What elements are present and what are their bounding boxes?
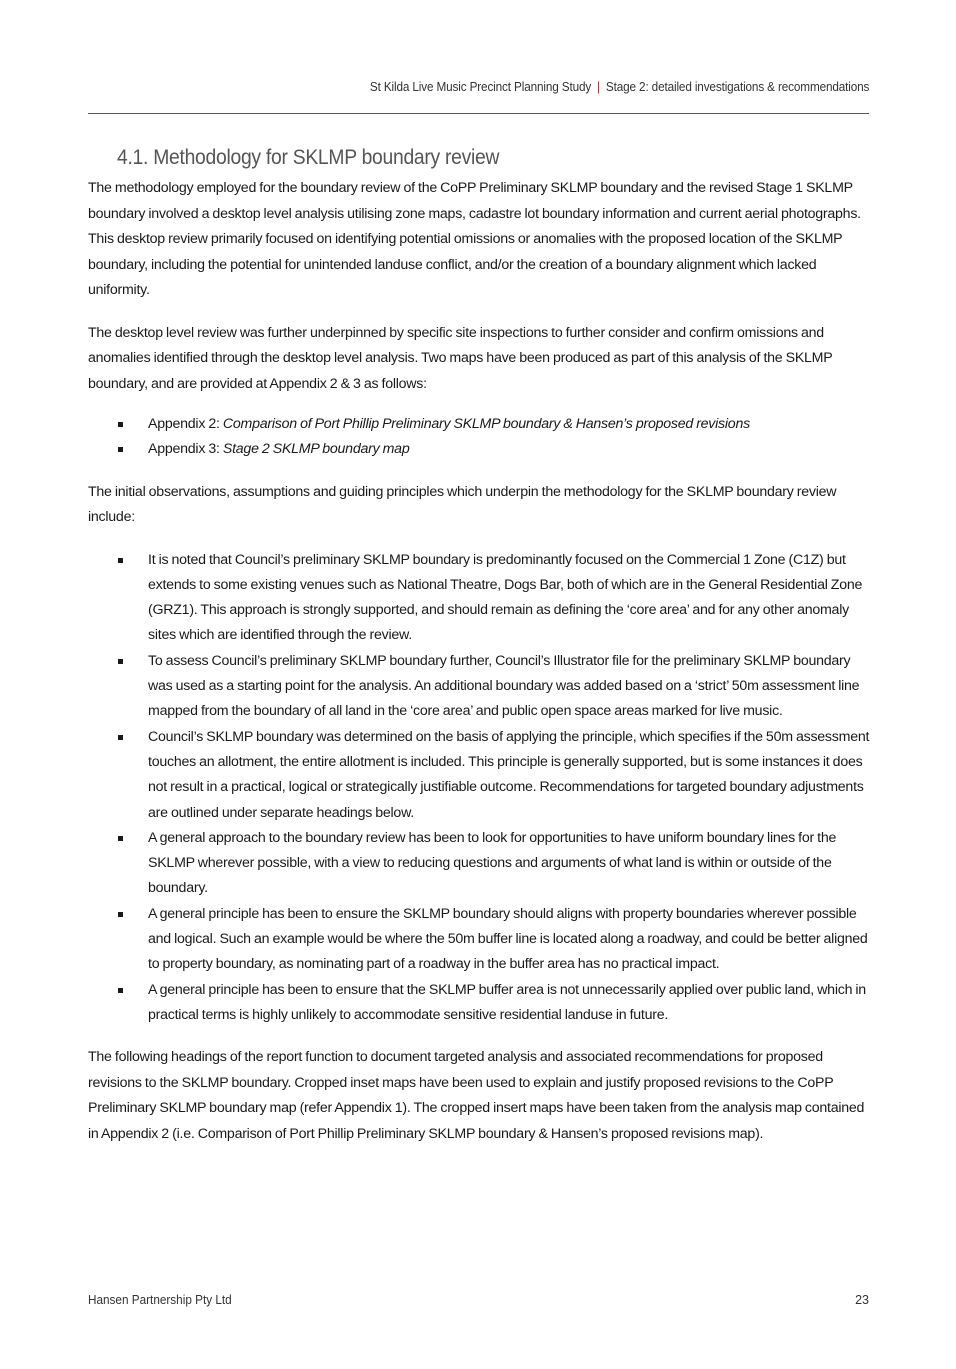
list-item bbox=[88, 412, 872, 437]
bullet-icon bbox=[118, 422, 123, 427]
footer-company: Hansen Partnership Pty Ltd bbox=[88, 1293, 232, 1307]
bullet-icon bbox=[118, 447, 123, 452]
appendix-prefix: Appendix 2: bbox=[148, 416, 223, 432]
running-header bbox=[370, 80, 869, 94]
list-item bbox=[88, 649, 872, 725]
paragraph-site-inspections: The desktop level review was further underpinned by specific site inspections to further consider and confirm omissions and anomalies identified through the desktop level analysis. Two maps have been produced as part of this analysis of the SKLMP boundary, and are provided at Appendix 2 & 3 as follows: bbox=[88, 324, 833, 392]
list-item bbox=[88, 725, 872, 826]
bullet-icon bbox=[118, 659, 123, 664]
principles-list bbox=[88, 548, 872, 1029]
principle-text: A general principle has been to ensure that the SKLMP buffer area is not unnecessarily applied over public land, which in practical terms is highly unlikely to accommodate sensitive residential landuse in future. bbox=[148, 981, 866, 1023]
paragraph-following-headings: The following headings of the report function to document targeted analysis and associated recommendations for proposed revisions to the SKLMP boundary. Cropped inset maps have been used to explain and justify proposed revisions to the CoPP Preliminary SKLMP boundary map (refer Appendix 1). The cropped insert maps have been taken from the analysis map contained in Appendix 2 (i.e. Comparison of Port Phillip Preliminary SKLMP boundary & Hansen’s proposed revisions map). bbox=[88, 1049, 865, 1142]
appendix-title: Comparison of Port Phillip Preliminary SKLMP boundary & Hansen’s proposed revisions bbox=[222, 416, 750, 432]
appendix-list bbox=[88, 412, 872, 463]
header-rule bbox=[88, 113, 869, 114]
bullet-icon bbox=[118, 912, 123, 917]
bullet-icon bbox=[118, 735, 123, 740]
list-item bbox=[88, 978, 872, 1029]
appendix-title: Stage 2 SKLMP boundary map bbox=[222, 441, 410, 458]
list-item bbox=[88, 902, 872, 978]
list-item bbox=[88, 437, 872, 462]
paragraph-methodology: The methodology employed for the boundary review of the CoPP Preliminary SKLMP boundary and the revised Stage 1 SKLMP boundary involved a desktop level analysis utilising zone maps, cadastre lot boundary information and current aerial photographs. This desktop review primarily focused on identifying potential omissions or anomalies with the proposed location of the SKLMP boundary, including the potential for unintended landuse conflict, and/or the creation of a boundary alignment which lacked uniformity. bbox=[88, 180, 861, 298]
bullet-icon bbox=[118, 988, 123, 993]
list-item bbox=[88, 826, 872, 902]
main-content bbox=[88, 146, 872, 1164]
principle-text: It is noted that Council’s preliminary SKLMP boundary is predominantly focused on the Commercial 1 Zone (C1Z) but extends to some existing venues such as National Theatre, Dogs Bar, both of which are in the General Residential Zone (GRZ1). This approach is strongly supported, and should remain as defining the ‘core area’ and for any other anomaly sites which are identified through the review. bbox=[148, 551, 863, 644]
header-subtitle: Stage 2: detailed investigations & recommendations bbox=[605, 80, 869, 94]
bullet-icon bbox=[118, 836, 123, 841]
appendix-prefix: Appendix 3: bbox=[148, 441, 223, 458]
section-heading: 4.1. Methodology for SKLMP boundary review bbox=[117, 146, 500, 169]
header-separator: | bbox=[596, 80, 600, 94]
list-item bbox=[88, 548, 872, 649]
principle-text: To assess Council’s preliminary SKLMP boundary further, Council’s Illustrator file for the preliminary SKLMP boundary was used as a starting point for the analysis. An additional boundary was added based on a ‘strict’ 50m assessment line mapped from the boundary of all land in the ‘core area’ and public open space areas marked for live music. bbox=[148, 652, 860, 720]
principle-text: Council’s SKLMP boundary was determined on the basis of applying the principle, which specifies if the 50m assessment touches an allotment, the entire allotment is included. This principle is generally supported, but is some instances it does not result in a practical, logical or strategically justifiable outcome. Recommendations for targeted boundary adjustments are outlined under separate headings below. bbox=[148, 728, 870, 821]
bullet-icon bbox=[118, 558, 123, 563]
page-number: 23 bbox=[855, 1293, 869, 1307]
header-title: St Kilda Live Music Precinct Planning Study bbox=[369, 80, 591, 94]
principle-text: A general principle has been to ensure the SKLMP boundary should aligns with property boundaries wherever possible and logical. Such an example would be where the 50m buffer line is located along a roadway, and could be better aligned to property boundary, as nominating part of a roadway in the buffer area has no practical impact. bbox=[148, 905, 868, 973]
principle-text: A general approach to the boundary review has been to look for opportunities to have uniform boundary lines for the SKLMP wherever possible, with a view to reducing questions and arguments of what land is within or outside of the boundary. bbox=[148, 829, 837, 897]
paragraph-principles-intro: The initial observations, assumptions and guiding principles which underpin the methodology for the SKLMP boundary review include: bbox=[88, 483, 837, 526]
